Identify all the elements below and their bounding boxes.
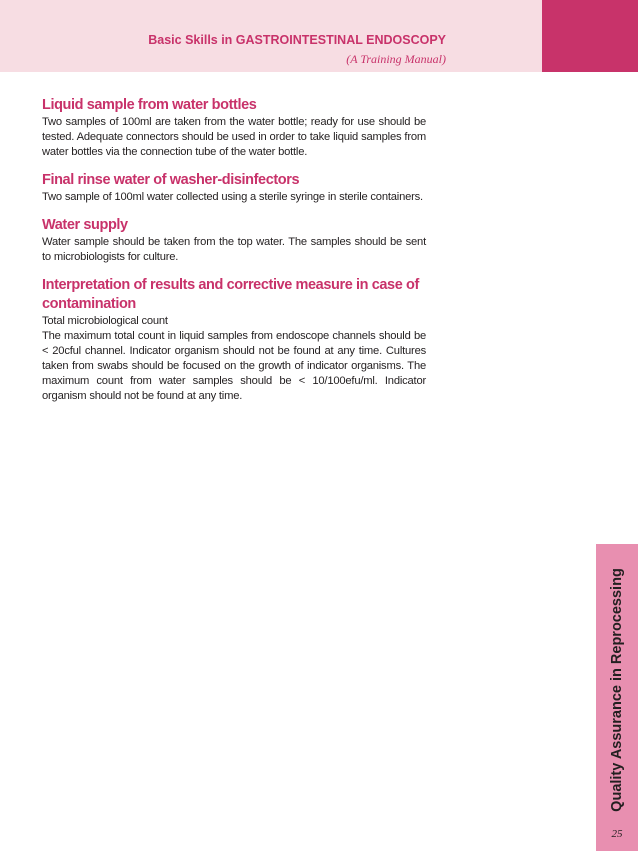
main-content [42,96,426,415]
section-heading: Water supply [42,217,128,233]
section-water-supply [42,216,426,265]
section-paragraph: Total microbiological count [42,315,168,327]
header-corner-block [542,0,638,72]
section-heading: Interpretation of results and corrective measure in case of contamination [42,277,419,312]
section-liquid-sample [42,96,426,160]
page-number: 25 [611,828,623,840]
running-header-title: Basic Skills in GASTROINTESTINAL ENDOSCOPY [148,33,446,47]
section-heading: Final rinse water of washer-disinfectors [42,172,300,188]
section-paragraph: Two sample of 100ml water collected using a sterile syringe in sterile containers. [42,191,423,203]
section-heading: Liquid sample from water bottles [42,97,257,113]
chapter-side-tab-label: Quality Assurance in Reprocessing [609,568,625,812]
section-paragraph: Two samples of 100ml are taken from the water bottle; ready for use should be tested. Adequate connectors should be used in order to take liquid samples from water bottles via the connection tube of the water bottle. [42,116,426,158]
running-header-subtitle: (A Training Manual) [346,52,446,66]
section-final-rinse [42,171,426,205]
page-header-band [0,0,542,72]
section-paragraph: The maximum total count in liquid samples from endoscope channels should be < 20cful channel. Indicator organism should not be found at any time. Cultures taken from swabs should be focused on the growth of indicator organisms. The maximum count from water samples should be < 10/100efu/ml. Indicator organism should not be found at any time. [42,330,426,402]
section-paragraph: Water sample should be taken from the top water. The samples should be sent to microbiologists for culture. [42,236,426,263]
section-interpretation [42,276,426,404]
